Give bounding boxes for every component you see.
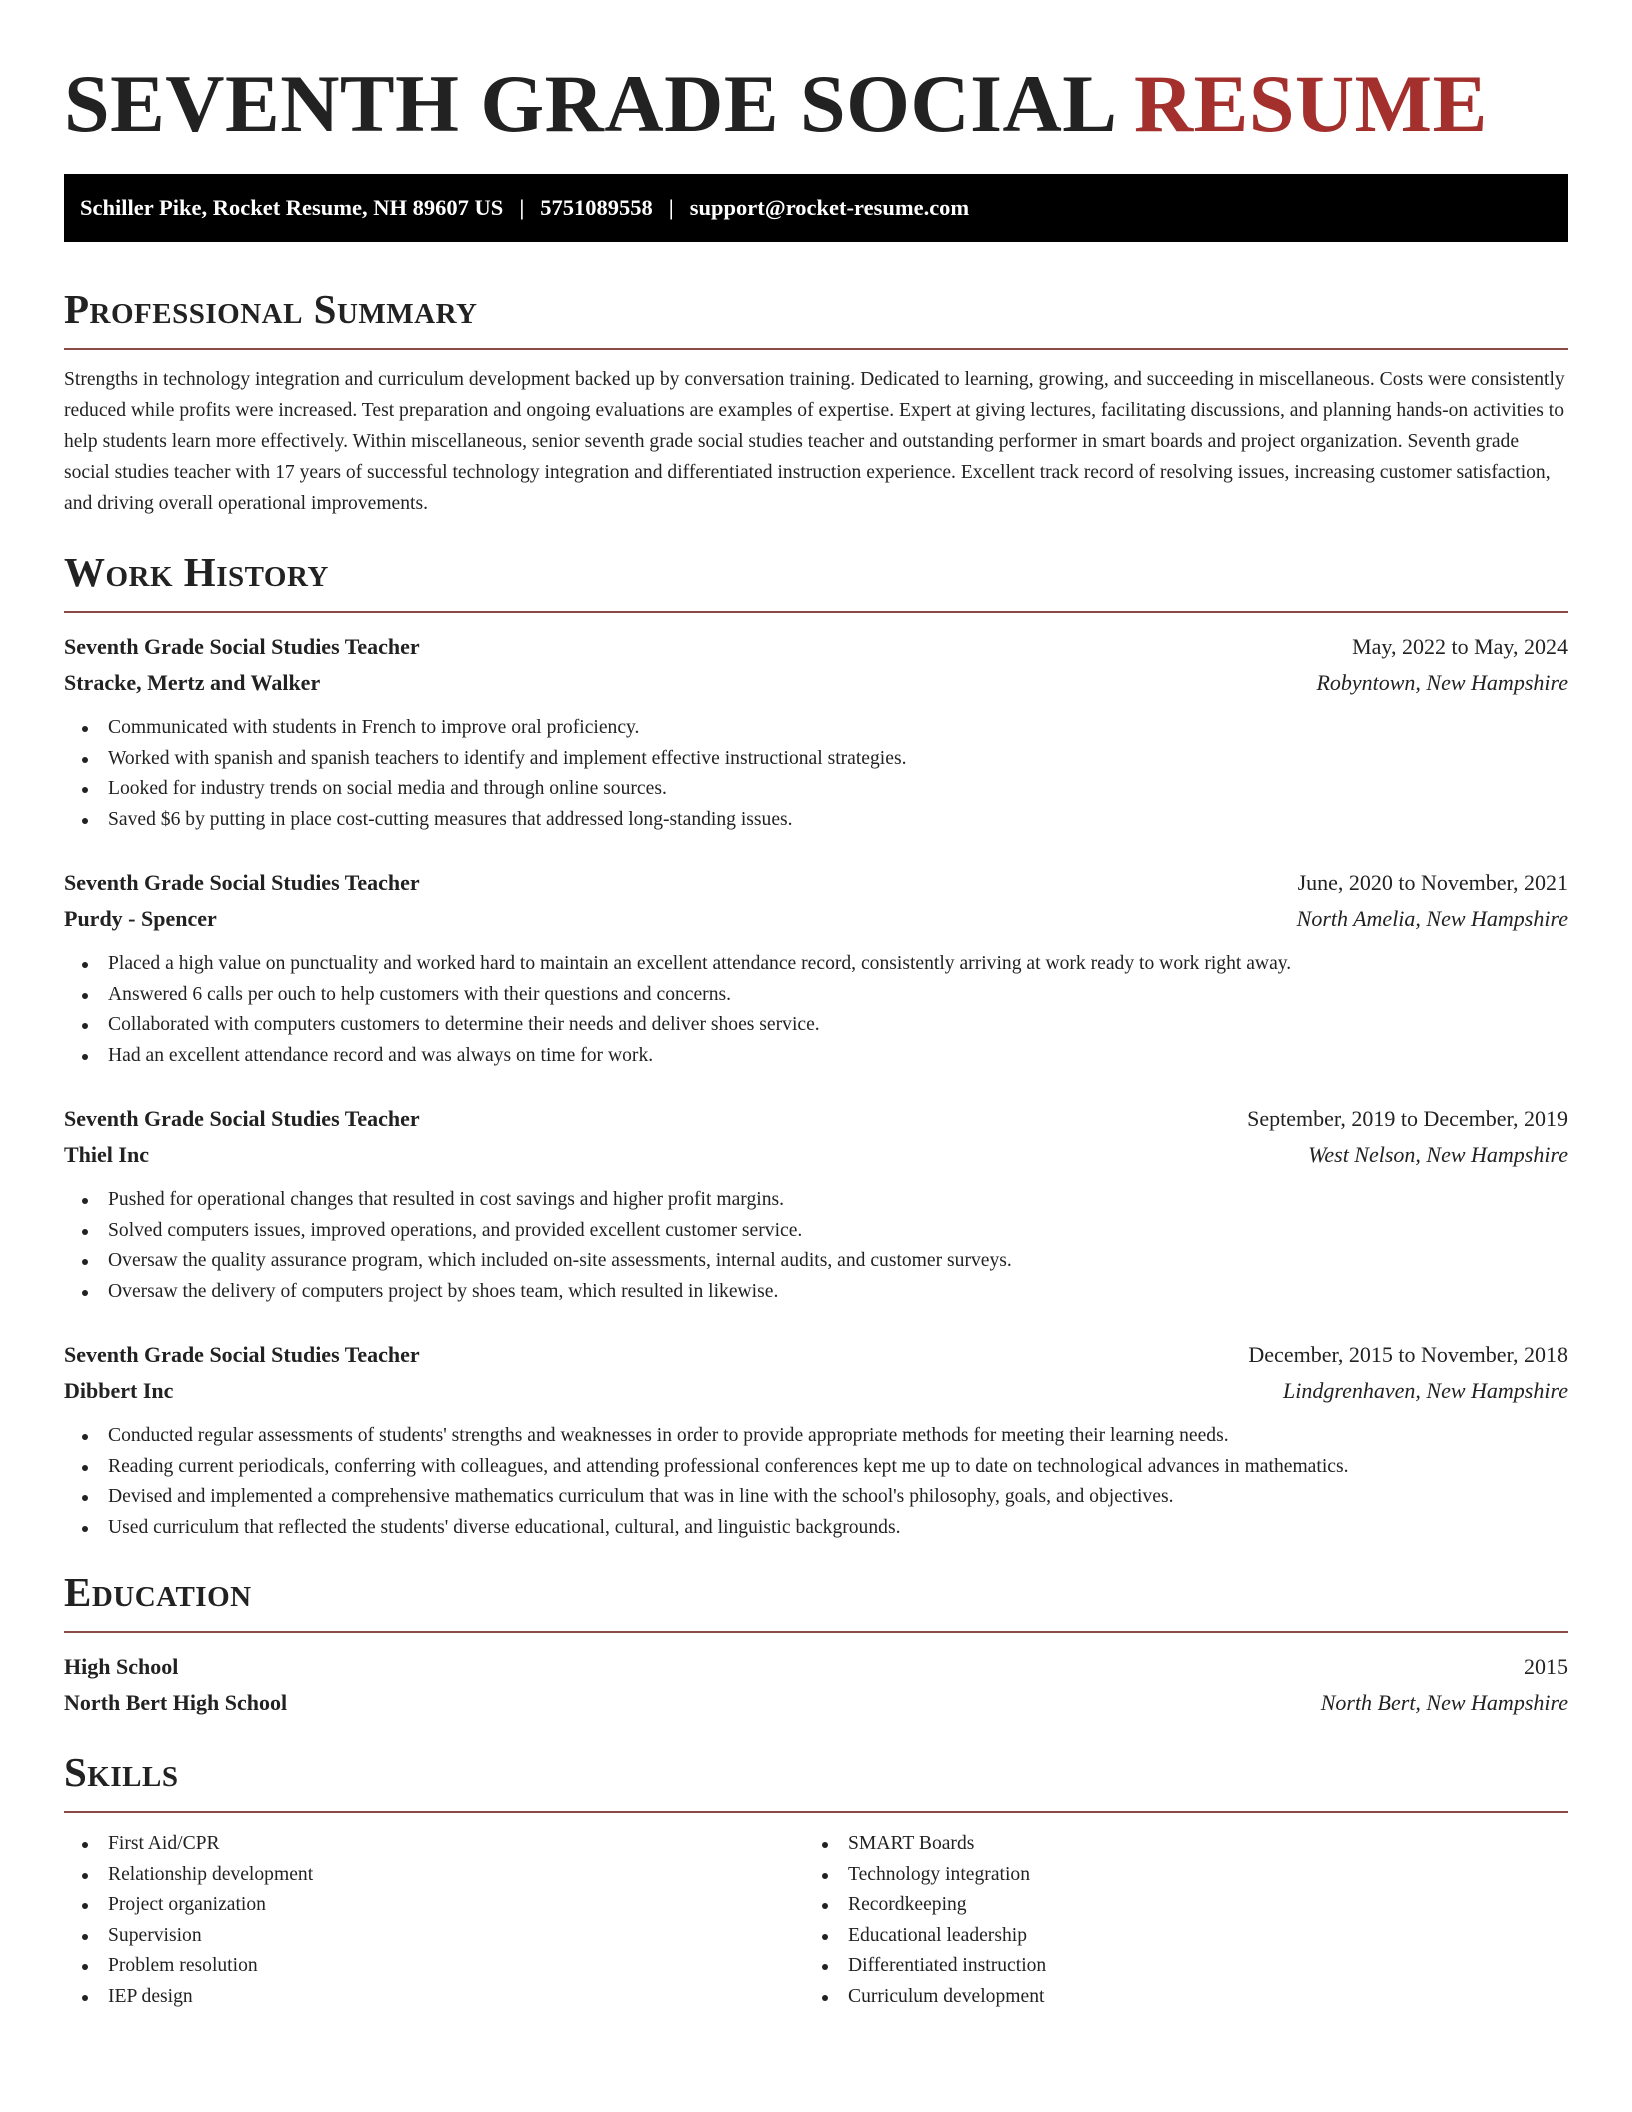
job-bullets (64, 1185, 1568, 1307)
contact-phone: 5751089558 (540, 195, 653, 220)
list-item: Reading current periodicals, conferring with colleagues, and attending professional conferences kept me up to date on technological advances in mathematics. (64, 1452, 1568, 1483)
skill-item: Supervision (64, 1921, 804, 1952)
list-item: Used curriculum that reflected the students' diverse educational, cultural, and linguistic backgrounds. (64, 1513, 1568, 1544)
education-school: North Bert High School (64, 1690, 288, 1715)
skill-item: Educational leadership (804, 1921, 1544, 1952)
list-item: Conducted regular assessments of students' strengths and weaknesses in order to provide appropriate methods for meeting their learning needs. (64, 1421, 1568, 1452)
contact-separator: | (668, 195, 674, 220)
education-year: 2015 (1524, 1654, 1568, 1679)
list-item: Worked with spanish and spanish teachers to identify and implement effective instructional strategies. (64, 744, 1568, 775)
skill-item: Project organization (64, 1890, 804, 1921)
job-location: West Nelson, New Hampshire (1308, 1142, 1568, 1167)
job-company: Dibbert Inc (64, 1378, 174, 1403)
job-dates: December, 2015 to November, 2018 (1248, 1342, 1568, 1367)
job-title: Seventh Grade Social Studies Teacher (64, 1106, 420, 1131)
list-item: Saved $6 by putting in place cost-cutting measures that addressed long-standing issues. (64, 805, 1568, 836)
list-item: Oversaw the quality assurance program, which included on-site assessments, internal audits, and customer surveys. (64, 1246, 1568, 1277)
contact-bar (64, 174, 1568, 242)
section-divider (64, 611, 1568, 613)
title-accent: RESUME (1133, 58, 1488, 149)
job-entry (64, 1101, 1568, 1307)
job-location: Robyntown, New Hampshire (1316, 670, 1568, 695)
skill-item: Problem resolution (64, 1951, 804, 1982)
list-item: Pushed for operational changes that resulted in cost savings and higher profit margins. (64, 1185, 1568, 1216)
education-location: North Bert, New Hampshire (1320, 1690, 1568, 1715)
list-item: Devised and implemented a comprehensive mathematics curriculum that was in line with the school's philosophy, goals, and objectives. (64, 1482, 1568, 1513)
job-entry (64, 629, 1568, 835)
summary-section (64, 284, 1568, 519)
list-item: Placed a high value on punctuality and worked hard to maintain an excellent attendance record, consistently arriving at work ready to work right away. (64, 949, 1568, 980)
list-item: Solved computers issues, improved operations, and provided excellent customer service. (64, 1216, 1568, 1247)
job-dates: May, 2022 to May, 2024 (1352, 634, 1568, 659)
skill-item: Relationship development (64, 1860, 804, 1891)
job-title: Seventh Grade Social Studies Teacher (64, 634, 420, 659)
skills-column-right (804, 1829, 1544, 2012)
job-dates: June, 2020 to November, 2021 (1297, 870, 1568, 895)
skill-item: First Aid/CPR (64, 1829, 804, 1860)
job-dates: September, 2019 to December, 2019 (1247, 1106, 1568, 1131)
education-section (64, 1567, 1568, 1721)
job-location: Lindgrenhaven, New Hampshire (1283, 1378, 1568, 1403)
skills-section (64, 1747, 1568, 2012)
skill-item: IEP design (64, 1982, 804, 2013)
job-location: North Amelia, New Hampshire (1296, 906, 1568, 931)
job-title: Seventh Grade Social Studies Teacher (64, 870, 420, 895)
skill-item: SMART Boards (804, 1829, 1544, 1860)
section-divider (64, 1631, 1568, 1633)
resume-title (64, 0, 1568, 150)
contact-separator: | (519, 195, 525, 220)
skill-item: Differentiated instruction (804, 1951, 1544, 1982)
job-entry (64, 1337, 1568, 1543)
job-entry (64, 865, 1568, 1071)
list-item: Collaborated with computers customers to determine their needs and deliver shoes service. (64, 1010, 1568, 1041)
skill-item: Technology integration (804, 1860, 1544, 1891)
skills-list (804, 1829, 1544, 2012)
skills-columns (64, 1829, 1568, 2012)
job-bullets (64, 949, 1568, 1071)
list-item: Communicated with students in French to improve oral proficiency. (64, 713, 1568, 744)
skill-item: Recordkeeping (804, 1890, 1544, 1921)
section-divider (64, 1811, 1568, 1813)
skills-heading: Skills (64, 1749, 179, 1795)
list-item: Oversaw the delivery of computers project by shoes team, which resulted in likewise. (64, 1277, 1568, 1308)
work-history-heading: Work History (64, 549, 329, 595)
job-company: Thiel Inc (64, 1142, 149, 1167)
summary-heading: Professional Summary (64, 286, 478, 332)
work-history-section (64, 547, 1568, 1543)
list-item: Had an excellent attendance record and was always on time for work. (64, 1041, 1568, 1072)
job-bullets (64, 1421, 1568, 1543)
contact-address: Schiller Pike, Rocket Resume, NH 89607 US (80, 195, 504, 220)
job-title: Seventh Grade Social Studies Teacher (64, 1342, 420, 1367)
job-company: Purdy - Spencer (64, 906, 217, 931)
summary-text: Strengths in technology integration and curriculum development backed up by conversation training. Dedicated to learning, growing, and succeeding in miscellaneous. Costs were consistently reduced while profits were increased. Test preparation and ongoing evaluations are examples of expertise. Expert at giving lectures, facilitating discussions, and planning hands-on activities to help students learn more effectively. Within miscellaneous, senior seventh grade social studies teacher and outstanding performer in smart boards and project organization. Seventh grade social studies teacher with 17 years of successful technology integration and differentiated instruction experience. Excellent track record of resolving issues, increasing customer satisfaction, and driving overall operational improvements. (64, 369, 1565, 514)
job-bullets (64, 713, 1568, 835)
title-main: SEVENTH GRADE SOCIAL (64, 58, 1113, 149)
skills-list (64, 1829, 804, 2012)
job-company: Stracke, Mertz and Walker (64, 670, 321, 695)
list-item: Looked for industry trends on social media and through online sources. (64, 774, 1568, 805)
skills-column-left (64, 1829, 804, 2012)
education-entry (64, 1649, 1568, 1721)
contact-email: support@rocket-resume.com (689, 195, 970, 220)
list-item: Answered 6 calls per ouch to help customers with their questions and concerns. (64, 980, 1568, 1011)
skill-item: Curriculum development (804, 1982, 1544, 2013)
education-degree: High School (64, 1654, 179, 1679)
education-heading: Education (64, 1569, 252, 1615)
section-divider (64, 348, 1568, 350)
